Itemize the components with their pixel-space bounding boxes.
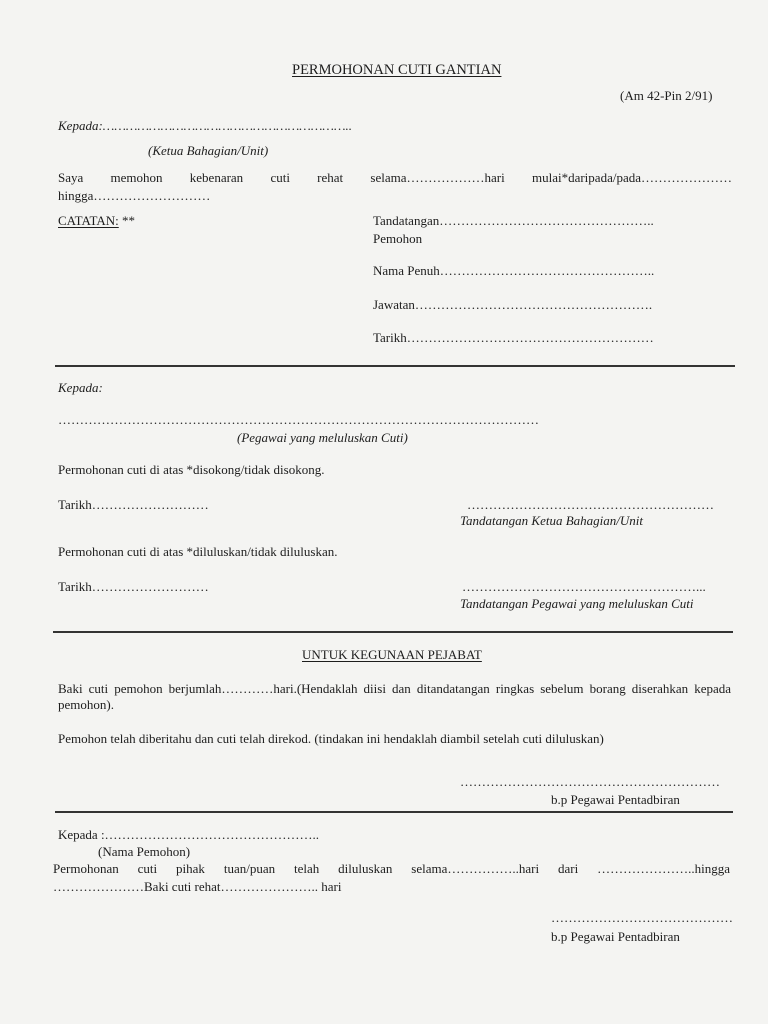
leave-balance-line: Baki cuti pemohon berjumlah…………hari.(Hendaklah diisi dan ditandatangan ringkas sebelum borang diserahkan kepada (58, 681, 731, 696)
applicant-date-line: Tarikh………………………………………………… (373, 330, 654, 345)
section-divider (55, 811, 733, 813)
notification-addressee-line: Kepada :………………………………………….. (58, 827, 320, 842)
section-divider (53, 631, 733, 633)
recorded-statement: Pemohon telah diberitahu dan cuti telah direkod. (tindakan ini hendaklah diambil setelah cuti diluluskan) (58, 731, 604, 746)
addressee-line: Kepada:……………………………………………………….. (58, 118, 353, 133)
notification-signature-caption: b.p Pegawai Pentadbiran (551, 929, 680, 944)
section-divider (55, 365, 735, 367)
form-title: PERMOHONAN CUTI GANTIAN (292, 62, 502, 78)
approver-addressee-blank: ………………………………………………………………………………………………… (58, 412, 539, 427)
approved-leave-line: Permohonan cuti pihak tuan/puan telah diluluskan selama……………..hari dari …………………..hingga (53, 861, 730, 876)
leave-request-line: Saya memohon kebenaran cuti rehat selama………………hari mulai*daripada/pada………………… (58, 170, 732, 185)
approval-statement: Permohonan cuti di atas *diluluskan/tidak diluluskan. (58, 544, 338, 559)
approval-signature-caption: Tandatangan Pegawai yang meluluskan Cuti (460, 596, 694, 611)
approval-signature-blank: ………………………………………………... (462, 579, 706, 594)
approver-addressee-label: Kepada: (58, 380, 103, 395)
form-reference: (Am 42-Pin 2/91) (620, 88, 713, 103)
note-field (58, 213, 135, 229)
notification-addressee-caption: (Nama Pemohon) (98, 844, 191, 859)
leave-balance-line-end: pemohon). (58, 697, 114, 712)
office-signature-caption: b.p Pegawai Pentadbiran (551, 792, 680, 807)
applicant-signature-caption: Pemohon (373, 231, 423, 246)
support-date-line: Tarikh……………………… (58, 497, 209, 512)
support-signature-blank: ………………………………………………… (467, 497, 714, 512)
until-date-line: hingga……………………… (58, 188, 211, 203)
applicant-signature-line: Tandatangan………………………………………….. (373, 213, 654, 228)
support-signature-caption: Tandatangan Ketua Bahagian/Unit (460, 513, 643, 528)
addressee-caption: (Ketua Bahagian/Unit) (148, 143, 269, 158)
notification-signature-blank: …………………………………… (551, 910, 733, 925)
approver-addressee-caption: (Pegawai yang meluluskan Cuti) (237, 430, 408, 445)
office-signature-blank: …………………………………………………… (460, 774, 720, 789)
approval-date-line: Tarikh……………………… (58, 579, 209, 594)
support-statement: Permohonan cuti di atas *disokong/tidak disokong. (58, 462, 325, 477)
full-name-line: Nama Penuh………………………………………….. (373, 263, 655, 278)
note-label: CATATAN: (58, 213, 119, 228)
position-line: Jawatan………………………………………………. (373, 297, 653, 312)
office-use-heading: UNTUK KEGUNAAN PEJABAT (302, 647, 482, 662)
remaining-leave-line: …………………Baki cuti rehat………………….. hari (53, 879, 342, 894)
note-marks: ** (122, 213, 136, 228)
